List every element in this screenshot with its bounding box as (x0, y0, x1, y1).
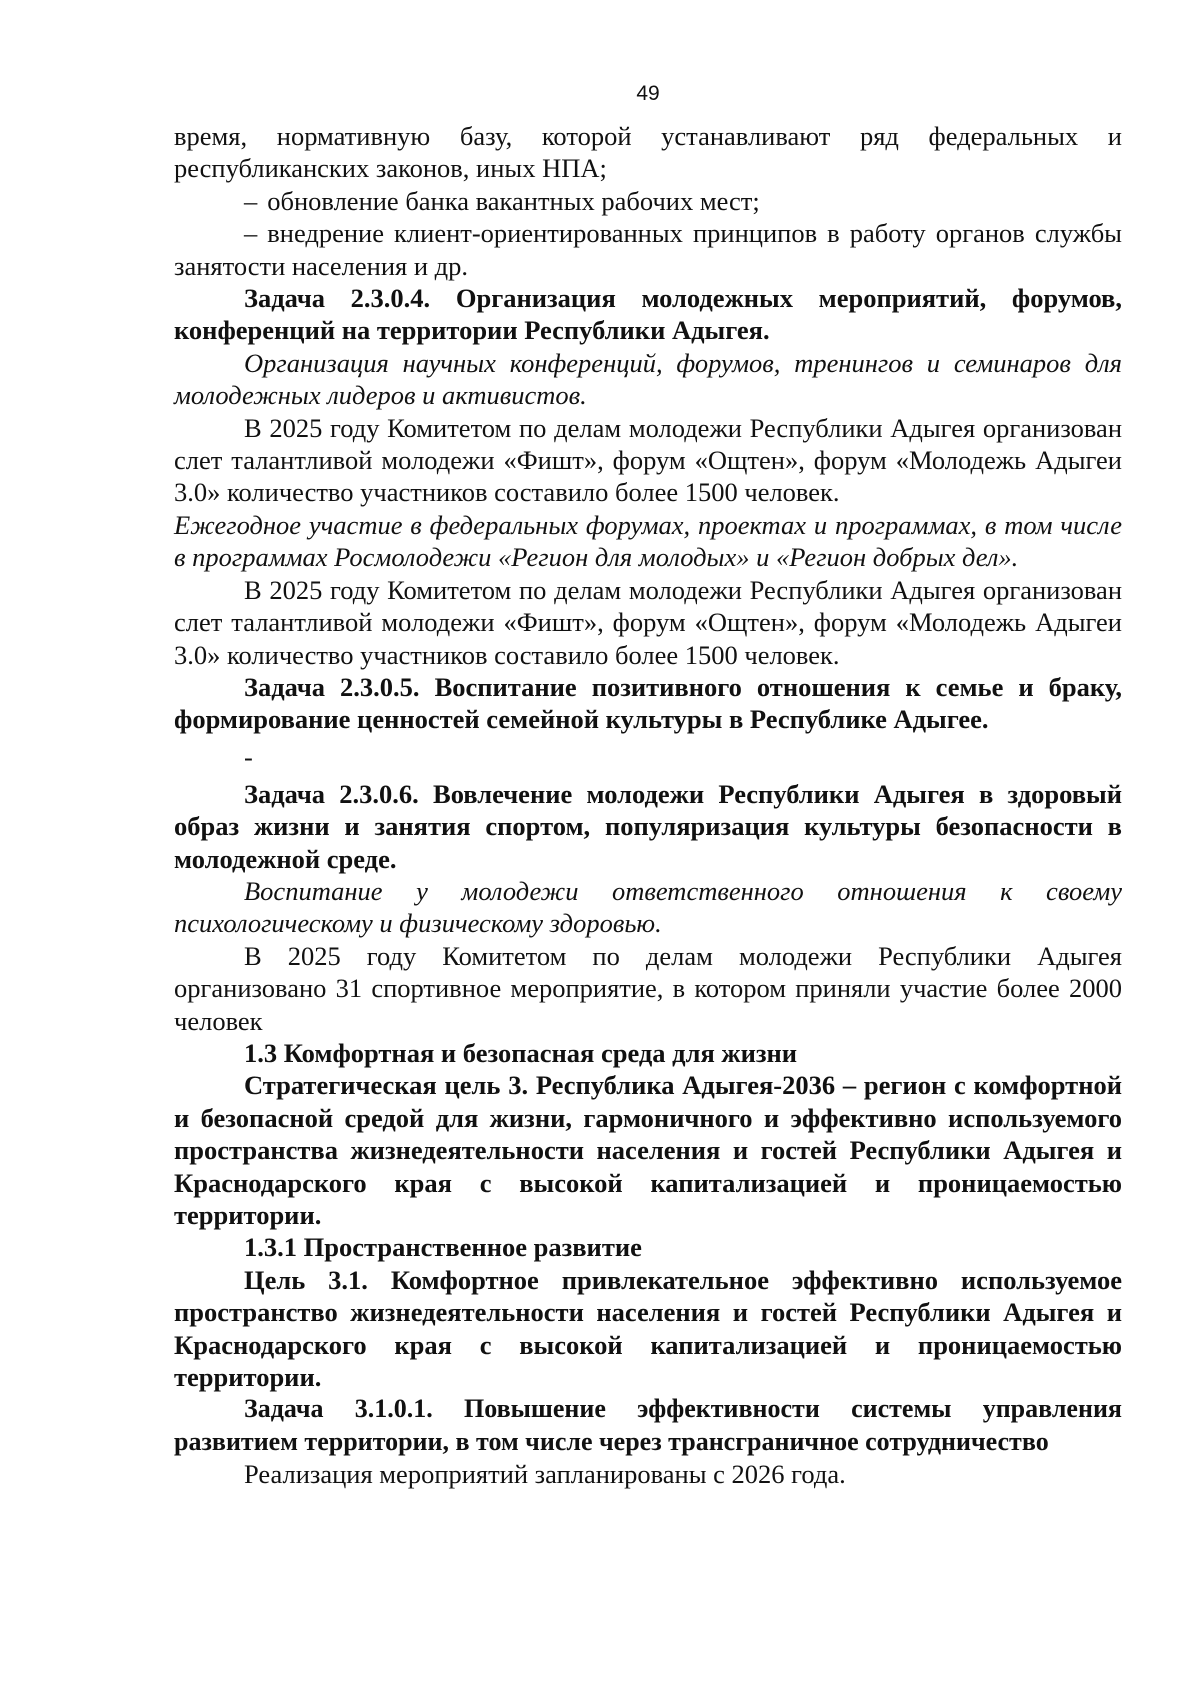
task-2-3-0-4-subtitle: Организация научных конференций, форумов, тренингов и семинаров для молодежных лидеров и активистов. (174, 347, 1122, 411)
page-number: 49 (636, 82, 660, 105)
paragraph-legal-basis: время, нормативную базу, которой устанавливают ряд федеральных и республиканских законов, иных НПА; (174, 121, 1122, 184)
section-1-3-1-heading: 1.3.1 Пространственное развитие (244, 1232, 642, 1263)
task-2-3-0-4-result-1: В 2025 году Комитетом по делам молодежи Республики Адыгея организован слет талантливой молодежи «Фишт», форум «Ощтен», форум «Молодежь Адыгеи 3.0» количество участников составило более 1500 человек. (174, 412, 1122, 508)
task-2-3-0-6-result: В 2025 году Комитетом по делам молодежи Республики Адыгея организовано 31 спортивное мероприятие, в котором приняли участие более 2000 человек (174, 940, 1122, 1036)
task-2-3-0-5-heading: Задача 2.3.0.5. Воспитание позитивного отношения к семье и браку, формирование ценностей семейной культуры в Республике Адыгее. (174, 671, 1122, 735)
document-page (174, 78, 1122, 1678)
list-item-text: обновление банка вакантных рабочих мест; (267, 185, 760, 216)
task-2-3-0-4-federal-participation: Ежегодное участие в федеральных форумах, проектах и программах, в том числе в программах Росмолодежи «Регион для молодых» и «Регион добрых дел». (174, 509, 1122, 573)
list-item-text: внедрение клиент-ориентированных принципов в работу органов службы занятости населения и др. (174, 218, 1122, 281)
task-2-3-0-4-result-2: В 2025 году Комитетом по делам молодежи Республики Адыгея организован слет талантливой молодежи «Фишт», форум «Ощтен», форум «Молодежь Адыгеи 3.0» количество участников составило более 1500 человек. (174, 574, 1122, 670)
task-2-3-0-4-heading: Задача 2.3.0.4. Организация молодежных мероприятий, форумов, конференций на территории Республики Адыгея. (174, 283, 1122, 346)
dash-text: - (244, 741, 253, 772)
strategic-goal-3: Стратегическая цель 3. Республика Адыгея-2036 – регион с комфортной и безопасной средой для жизни, гармоничного и эффективно используемого пространства жизнедеятельности населения и гостей Республики Адыгея и Краснодарского края с высокой капитализацией и проницаемостью территории. (174, 1070, 1122, 1230)
section-1-3-heading: 1.3 Комфортная и безопасная среда для жизни (244, 1037, 798, 1068)
dash-marker: – (244, 218, 258, 249)
list-item-client-oriented (174, 217, 1122, 282)
dash-marker: – (244, 185, 258, 216)
task-2-3-0-6-subtitle: Воспитание у молодежи ответственного отношения к своему психологическому и физическому здоровью. (174, 875, 1122, 939)
goal-3-1: Цель 3.1. Комфортное привлекательное эффективно используемое пространство жизнедеятельности населения и гостей Республики Адыгея и Краснодарского края с высокой капитализацией и проницаемостью территории. (174, 1264, 1122, 1393)
empty-dash-line (174, 736, 1122, 778)
list-item-vacancy-bank (174, 185, 1122, 217)
task-3-1-0-1-result: Реализация мероприятий запланированы с 2026 года. (244, 1459, 846, 1490)
task-3-1-0-1-heading: Задача 3.1.0.1. Повышение эффективности системы управления развитием территории, в том числе через трансграничное сотрудничество (174, 1394, 1122, 1456)
task-2-3-0-6-heading: Задача 2.3.0.6. Вовлечение молодежи Республики Адыгея в здоровый образ жизни и занятия спортом, популяризация культуры безопасности в молодежной среде. (174, 778, 1122, 874)
